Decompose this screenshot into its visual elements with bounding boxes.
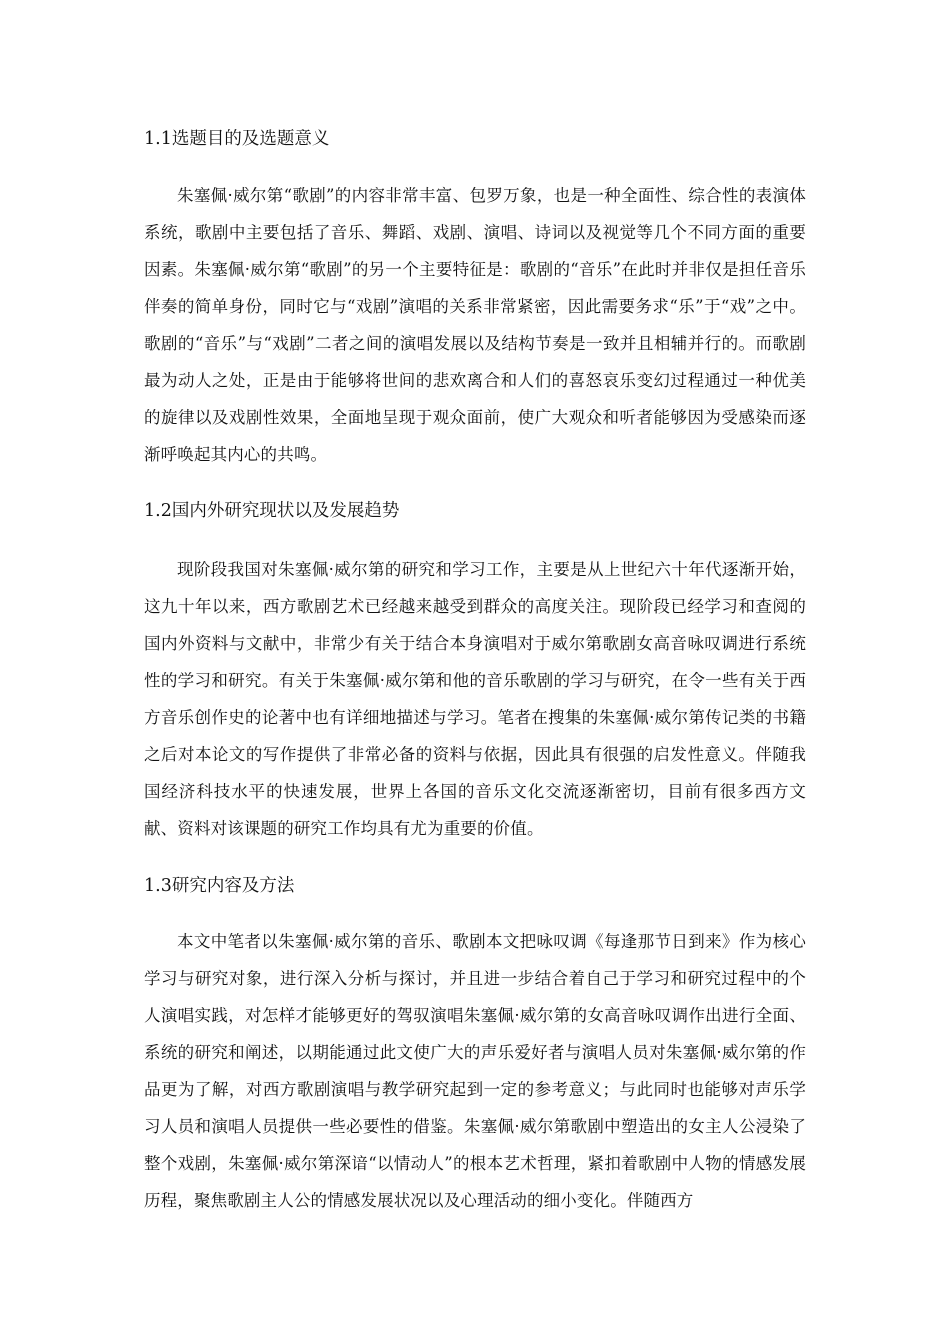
section-paragraph-1-2: 现阶段我国对朱塞佩·威尔第的研究和学习工作，主要是从上世纪六十年代逐渐开始，这九十年以来，西方歌剧艺术已经越来越受到群众的高度关注。现阶段已经学习和查阅的国内外资料与文献中，非常少有关于结合本身演唱对于威尔第歌剧女高音咏叹调进行系统性的学习和研究。有关于朱塞佩·威尔第和他的音乐歌剧的学习与研究，在令一些有关于西方音乐创作史的论著中也有详细地描述与学习。笔者在搜集的朱塞佩·威尔第传记类的书籍之后对本论文的写作提供了非常必备的资料与依据，因此具有很强的启发性意义。伴随我国经济科技水平的快速发展，世界上各国的音乐文化交流逐渐密切，目前有很多西方文献、资料对该课题的研究工作均具有尤为重要的价值。 <box>144 560 806 838</box>
section-heading-1-3: 1.3研究内容及方法 <box>144 876 295 896</box>
section-heading-1-1: 1.1选题目的及选题意义 <box>144 129 330 149</box>
section-paragraph-1-3: 本文中笔者以朱塞佩·威尔第的音乐、歌剧本文把咏叹调《每逢那节日到来》作为核心学习与研究对象，进行深入分析与探讨，并且进一步结合着自己于学习和研究过程中的个人演唱实践，对怎样才能够更好的驾驭演唱朱塞佩·威尔第的女高音咏叹调作出进行全面、系统的研究和阐述，以期能通过此文使广大的声乐爱好者与演唱人员对朱塞佩·威尔第的作品更为了解，对西方歌剧演唱与教学研究起到一定的参考意义；与此同时也能够对声乐学习人员和演唱人员提供一些必要性的借鉴。朱塞佩·威尔第歌剧中塑造出的女主人公浸染了整个戏剧，朱塞佩·威尔第深谙“以情动人”的根本艺术哲理，紧扣着歌剧中人物的情感发展历程，聚焦歌剧主人公的情感发展状况以及心理活动的细小变化。伴随西方 <box>144 932 806 1210</box>
section-heading-1-2: 1.2国内外研究现状以及发展趋势 <box>144 501 400 521</box>
section-paragraph-1-1: 朱塞佩·威尔第“歌剧”的内容非常丰富、包罗万象，也是一种全面性、综合性的表演体系统，歌剧中主要包括了音乐、舞蹈、戏剧、演唱、诗词以及视觉等几个不同方面的重要因素。朱塞佩·威尔第“歌剧”的另一个主要特征是：歌剧的“音乐”在此时并非仅是担任音乐伴奏的简单身份，同时它与“戏剧”演唱的关系非常紧密，因此需要务求“乐”于“戏”之中。歌剧的“音乐”与“戏剧”二者之间的演唱发展以及结构节奏是一致并且相辅并行的。而歌剧最为动人之处，正是由于能够将世间的悲欢离合和人们的喜怒哀乐变幻过程通过一种优美的旋律以及戏剧性效果，全面地呈现于观众面前，使广大观众和听者能够因为受感染而逐渐呼唤起其内心的共鸣。 <box>144 186 806 464</box>
